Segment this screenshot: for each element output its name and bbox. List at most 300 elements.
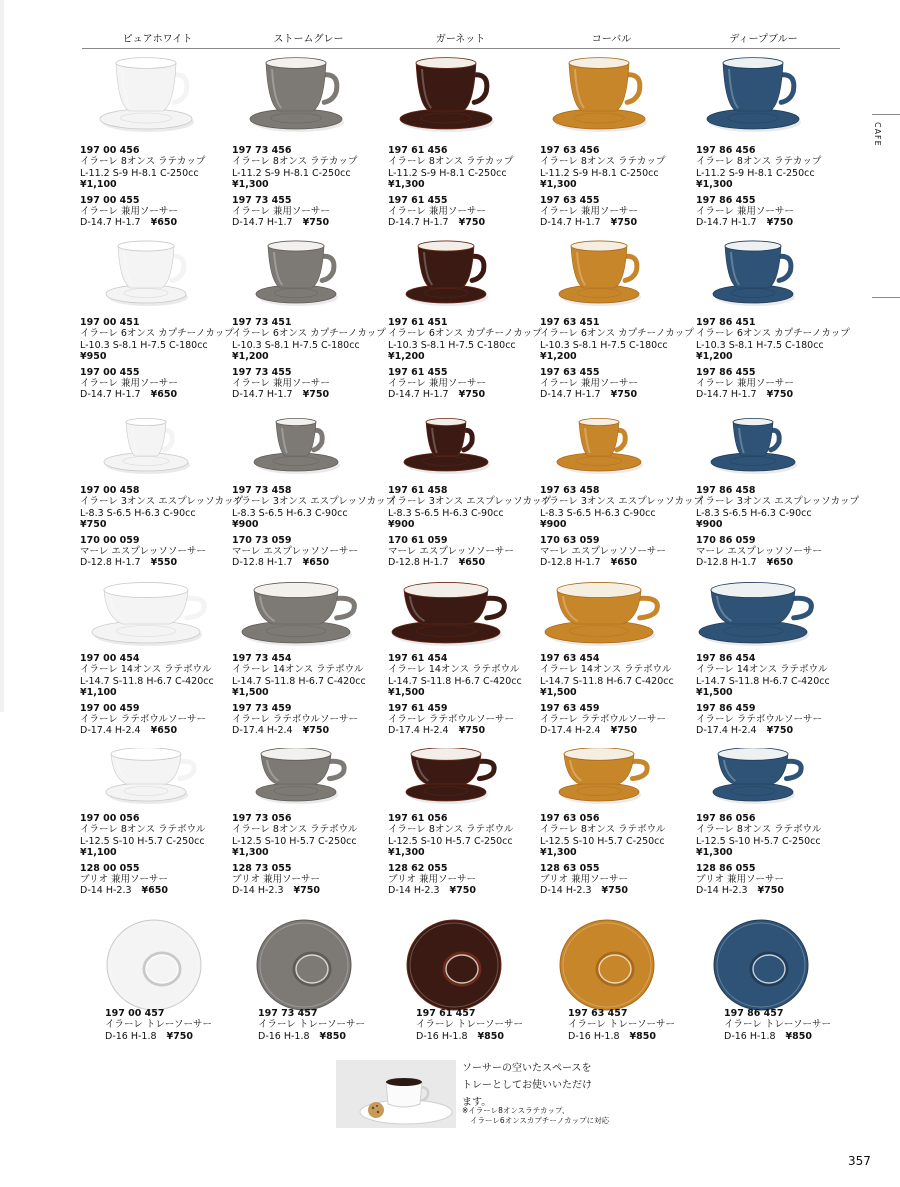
product-name: イラーレ 3オンス エスプレッソカップ — [540, 496, 704, 508]
product-spec: L-14.7 S-11.8 H-6.7 C-420cc — [80, 675, 214, 687]
saucer-price: ¥750 — [757, 885, 784, 897]
product-spec: L-12.5 S-10 H-5.7 C-250cc — [540, 835, 665, 847]
saucer-code: 197 00 455 — [80, 366, 140, 378]
product-info — [540, 813, 665, 897]
saucer-spec: D-12.8 H-1.7 — [696, 557, 757, 569]
product-spec: L-10.3 S-8.1 H-7.5 C-180cc — [80, 339, 208, 351]
saucer-name: イラーレ ラテボウルソーサー — [80, 714, 207, 726]
saucer-code: 170 61 059 — [388, 534, 448, 546]
cup-and-saucer-illustration — [90, 748, 210, 808]
product-spec: L-8.3 S-6.5 H-6.3 C-90cc — [540, 507, 656, 519]
cup-and-saucer-illustration — [697, 240, 817, 312]
product-info — [80, 813, 205, 897]
saucer-name: イラーレ 兼用ソーサー — [388, 378, 486, 390]
tray-spec: D-16 H-1.8 — [105, 1030, 157, 1042]
product-name: イラーレ 8オンス ラテボウル — [232, 824, 358, 836]
product-spec: L-8.3 S-6.5 H-6.3 C-90cc — [388, 507, 504, 519]
saucer-spec: D-14.7 H-1.7 — [540, 389, 601, 401]
product-name: イラーレ 8オンス ラテボウル — [388, 824, 514, 836]
saucer-spec: D-14 H-2.3 — [540, 885, 592, 897]
saucer-code: 197 61 455 — [388, 194, 448, 206]
cup-with-cookie-image — [336, 1060, 456, 1128]
section-label: CAFE — [873, 122, 882, 147]
cup-and-saucer-illustration — [90, 240, 210, 312]
tray-code: 197 63 457 — [568, 1008, 628, 1019]
saucer-spec: D-14 H-2.3 — [232, 885, 284, 897]
product-spec: L-11.2 S-9 H-8.1 C-250cc — [540, 167, 659, 179]
product-image — [240, 55, 360, 147]
product-image — [90, 55, 210, 147]
product-price: ¥1,300 — [696, 179, 733, 191]
product-name: イラーレ 6オンス カプチーノカップ — [388, 328, 542, 340]
column-header: コーバル — [591, 34, 632, 45]
product-code: 197 86 056 — [696, 813, 756, 824]
saucer-price: ¥750 — [766, 217, 794, 229]
saucer-name: イラーレ 兼用ソーサー — [696, 206, 794, 218]
saucer-price: ¥650 — [141, 885, 168, 897]
product-image — [697, 580, 817, 656]
saucer-name: ブリオ 兼用ソーサー — [540, 874, 629, 886]
product-info — [80, 317, 234, 401]
product-price: ¥950 — [80, 351, 107, 363]
page-number: 357 — [848, 1154, 871, 1168]
product-price: ¥1,200 — [232, 351, 269, 363]
product-image — [240, 412, 360, 486]
cup-and-saucer-illustration — [390, 240, 510, 312]
product-image — [543, 412, 663, 486]
product-image — [697, 55, 817, 147]
tray-price: ¥750 — [166, 1030, 193, 1042]
tray-saucer-image — [711, 915, 811, 1015]
product-name: イラーレ 6オンス カプチーノカップ — [80, 328, 234, 340]
product-name: イラーレ 8オンス ラテボウル — [696, 824, 822, 836]
saucer-price: ¥750 — [458, 725, 486, 737]
product-code: 197 86 454 — [696, 653, 756, 664]
saucer-name: イラーレ 兼用ソーサー — [696, 378, 794, 390]
tray-saucer-image — [404, 915, 504, 1015]
product-spec: L-10.3 S-8.1 H-7.5 C-180cc — [232, 339, 360, 351]
saucer-code: 197 00 459 — [80, 702, 140, 714]
product-code: 197 61 056 — [388, 813, 448, 824]
tray-info — [258, 1008, 365, 1042]
product-image — [697, 412, 817, 486]
saucer-price: ¥650 — [150, 725, 178, 737]
product-image — [390, 55, 510, 147]
column-header: ディープブルー — [729, 34, 798, 45]
saucer-price: ¥750 — [766, 725, 794, 737]
usage-note — [462, 1060, 592, 1111]
product-spec: L-14.7 S-11.8 H-6.7 C-420cc — [232, 675, 366, 687]
saucer-spec-price — [540, 389, 694, 400]
product-name: イラーレ 8オンス ラテカップ — [540, 156, 666, 168]
product-info — [232, 317, 386, 401]
product-code: 197 00 056 — [80, 813, 140, 824]
saucer-spec: D-12.8 H-1.7 — [540, 557, 601, 569]
saucer-spec: D-17.4 H-2.4 — [80, 725, 141, 737]
note-line: トレーとしてお使いいただけ — [462, 1080, 592, 1091]
cup-and-saucer-illustration — [240, 412, 360, 482]
saucer-name: イラーレ 兼用ソーサー — [232, 378, 330, 390]
product-image — [543, 580, 663, 656]
product-code: 197 63 451 — [540, 317, 600, 328]
saucer-name: ブリオ 兼用ソーサー — [696, 874, 785, 886]
saucer-code: 197 63 455 — [540, 194, 600, 206]
product-image — [697, 748, 817, 812]
saucer-spec: D-14 H-2.3 — [696, 885, 748, 897]
saucer-price: ¥650 — [150, 389, 178, 401]
product-code: 197 00 458 — [80, 485, 140, 496]
saucer-name: ブリオ 兼用ソーサー — [232, 874, 321, 886]
product-price: ¥900 — [232, 519, 259, 531]
saucer-spec: D-12.8 H-1.7 — [80, 557, 141, 569]
saucer-name: マーレ エスプレッソソーサー — [80, 546, 206, 558]
saucer-price: ¥750 — [601, 885, 628, 897]
product-code: 197 63 056 — [540, 813, 600, 824]
saucer-code: 128 86 055 — [696, 862, 756, 874]
product-info — [696, 317, 850, 401]
product-name: イラーレ 14オンス ラテボウル — [80, 664, 212, 676]
product-image — [240, 580, 360, 656]
saucer-name: イラーレ ラテボウルソーサー — [696, 714, 823, 726]
product-price: ¥1,300 — [232, 847, 269, 859]
product-info — [388, 145, 513, 229]
product-name: イラーレ 14オンス ラテボウル — [388, 664, 520, 676]
tray-saucer-illustration — [711, 915, 811, 1011]
product-spec: L-8.3 S-6.5 H-6.3 C-90cc — [696, 507, 812, 519]
saucer-code: 197 63 455 — [540, 366, 600, 378]
saucer-code: 197 86 455 — [696, 366, 756, 378]
tray-spec: D-16 H-1.8 — [724, 1030, 776, 1042]
product-spec: L-12.5 S-10 H-5.7 C-250cc — [696, 835, 821, 847]
saucer-spec-price — [696, 217, 821, 228]
product-code: 197 86 451 — [696, 317, 756, 328]
product-info — [80, 485, 243, 569]
product-name: イラーレ 8オンス ラテカップ — [696, 156, 822, 168]
saucer-code: 170 73 059 — [232, 534, 292, 546]
saucer-spec-price — [696, 557, 859, 568]
product-info — [696, 653, 830, 737]
saucer-price: ¥650 — [150, 217, 178, 229]
saucer-code: 197 00 455 — [80, 194, 140, 206]
saucer-spec-price — [540, 557, 703, 568]
tray-name: イラーレ トレーソーサー — [258, 1019, 365, 1031]
saucer-spec: D-14.7 H-1.7 — [80, 217, 141, 229]
product-image — [90, 412, 210, 486]
saucer-price: ¥750 — [766, 389, 794, 401]
product-price: ¥1,500 — [388, 687, 425, 699]
saucer-spec-price — [388, 725, 522, 736]
product-price: ¥1,200 — [696, 351, 733, 363]
product-info — [540, 485, 703, 569]
saucer-name: ブリオ 兼用ソーサー — [388, 874, 477, 886]
product-info — [540, 317, 694, 401]
product-info — [80, 653, 214, 737]
saucer-spec: D-14.7 H-1.7 — [696, 217, 757, 229]
product-name: イラーレ 6オンス カプチーノカップ — [540, 328, 694, 340]
tray-code: 197 00 457 — [105, 1008, 165, 1019]
product-image — [390, 580, 510, 656]
saucer-price: ¥750 — [458, 217, 486, 229]
product-name: イラーレ 3オンス エスプレッソカップ — [80, 496, 244, 508]
product-code: 197 73 454 — [232, 653, 292, 664]
product-price: ¥1,100 — [80, 179, 117, 191]
cup-and-saucer-illustration — [697, 55, 817, 143]
saucer-price: ¥650 — [458, 557, 486, 569]
saucer-spec: D-17.4 H-2.4 — [540, 725, 601, 737]
footnote-line: イラーレ6オンスカプチーノカップに対応 — [470, 1116, 610, 1125]
product-name: イラーレ 8オンス ラテボウル — [80, 824, 206, 836]
product-code: 197 61 458 — [388, 485, 448, 496]
cup-and-saucer-illustration — [390, 55, 510, 143]
product-image — [697, 240, 817, 316]
product-name: イラーレ 8オンス ラテボウル — [540, 824, 666, 836]
cup-and-saucer-illustration — [697, 580, 817, 652]
cup-and-saucer-illustration — [240, 55, 360, 143]
saucer-code: 197 73 455 — [232, 366, 292, 378]
saucer-code: 197 61 455 — [388, 366, 448, 378]
tray-price: ¥850 — [785, 1030, 812, 1042]
saucer-spec-price — [80, 217, 205, 228]
product-price: ¥1,300 — [540, 847, 577, 859]
product-name: イラーレ 8オンス ラテカップ — [388, 156, 514, 168]
product-name: イラーレ 8オンス ラテカップ — [232, 156, 358, 168]
saucer-name: イラーレ 兼用ソーサー — [80, 378, 178, 390]
usage-photo — [336, 1060, 456, 1128]
product-info — [388, 813, 513, 897]
cup-and-saucer-illustration — [390, 580, 510, 652]
side-divider — [872, 297, 900, 298]
cup-and-saucer-illustration — [390, 748, 510, 808]
product-image — [543, 240, 663, 316]
saucer-spec: D-17.4 H-2.4 — [232, 725, 293, 737]
tray-name: イラーレ トレーソーサー — [568, 1019, 675, 1031]
product-image — [90, 240, 210, 316]
saucer-spec-price — [388, 557, 551, 568]
product-code: 197 73 056 — [232, 813, 292, 824]
saucer-spec: D-14.7 H-1.7 — [232, 389, 293, 401]
product-image — [390, 748, 510, 812]
saucer-code: 170 86 059 — [696, 534, 756, 546]
product-code: 197 63 454 — [540, 653, 600, 664]
saucer-code: 170 00 059 — [80, 534, 140, 546]
note-line: ソーサーの空いたスペースを — [462, 1063, 592, 1074]
product-spec: L-11.2 S-9 H-8.1 C-250cc — [80, 167, 199, 179]
product-code: 197 63 458 — [540, 485, 600, 496]
product-info — [232, 485, 395, 569]
column-header: ストームグレー — [273, 34, 344, 45]
saucer-code: 197 63 459 — [540, 702, 600, 714]
cup-and-saucer-illustration — [240, 580, 360, 652]
tray-saucer-image — [104, 915, 204, 1015]
product-code: 197 73 456 — [232, 145, 292, 156]
saucer-spec: D-12.8 H-1.7 — [232, 557, 293, 569]
product-spec: L-12.5 S-10 H-5.7 C-250cc — [80, 835, 205, 847]
product-image — [240, 748, 360, 812]
product-spec: L-14.7 S-11.8 H-6.7 C-420cc — [388, 675, 522, 687]
tray-code: 197 73 457 — [258, 1008, 318, 1019]
tray-saucer-image — [254, 915, 354, 1015]
product-price: ¥1,300 — [232, 179, 269, 191]
tray-name: イラーレ トレーソーサー — [105, 1019, 212, 1031]
saucer-price: ¥550 — [150, 557, 178, 569]
footnote-line: ※イラーレ8オンスラテカップ、 — [462, 1106, 570, 1115]
saucer-spec: D-14 H-2.3 — [80, 885, 132, 897]
saucer-spec-price — [232, 389, 386, 400]
saucer-spec-price — [696, 885, 821, 896]
saucer-spec-price — [696, 389, 850, 400]
product-info — [696, 813, 821, 897]
tray-spec: D-16 H-1.8 — [568, 1030, 620, 1042]
saucer-spec-price — [388, 389, 542, 400]
saucer-code: 197 73 459 — [232, 702, 292, 714]
product-info — [388, 317, 542, 401]
product-image — [390, 240, 510, 316]
saucer-spec: D-14 H-2.3 — [388, 885, 440, 897]
saucer-price: ¥750 — [610, 389, 638, 401]
saucer-price: ¥650 — [302, 557, 330, 569]
product-info — [696, 145, 821, 229]
color-header — [82, 30, 840, 49]
saucer-spec-price — [540, 217, 665, 228]
usage-footnote — [462, 1106, 609, 1126]
product-info — [232, 813, 357, 897]
product-spec: L-8.3 S-6.5 H-6.3 C-90cc — [232, 507, 348, 519]
product-price: ¥1,300 — [540, 179, 577, 191]
tray-spec: D-16 H-1.8 — [258, 1030, 310, 1042]
saucer-code: 128 63 055 — [540, 862, 600, 874]
tray-code: 197 61 457 — [416, 1008, 476, 1019]
product-spec: L-11.2 S-9 H-8.1 C-250cc — [696, 167, 815, 179]
product-name: イラーレ 3オンス エスプレッソカップ — [388, 496, 552, 508]
saucer-spec: D-14.7 H-1.7 — [80, 389, 141, 401]
product-spec: L-10.3 S-8.1 H-7.5 C-180cc — [540, 339, 668, 351]
saucer-code: 128 00 055 — [80, 862, 140, 874]
saucer-spec-price — [232, 557, 395, 568]
product-info — [232, 145, 357, 229]
product-info — [388, 653, 522, 737]
tray-name: イラーレ トレーソーサー — [724, 1019, 831, 1031]
tray-saucer-image — [557, 915, 657, 1015]
tray-spec-price — [105, 1031, 212, 1042]
product-price: ¥1,100 — [80, 687, 117, 699]
product-code: 197 86 458 — [696, 485, 756, 496]
product-code: 197 73 451 — [232, 317, 292, 328]
product-info — [696, 485, 859, 569]
product-spec: L-10.3 S-8.1 H-7.5 C-180cc — [388, 339, 516, 351]
cup-and-saucer-illustration — [240, 240, 360, 312]
note-line: ます。 — [462, 1097, 492, 1108]
saucer-spec-price — [232, 725, 366, 736]
product-price: ¥1,500 — [540, 687, 577, 699]
product-image — [543, 748, 663, 812]
saucer-price: ¥750 — [302, 725, 330, 737]
column-header: ガーネット — [435, 34, 486, 45]
saucer-spec-price — [80, 725, 214, 736]
tray-name: イラーレ トレーソーサー — [416, 1019, 523, 1031]
saucer-spec: D-12.8 H-1.7 — [388, 557, 449, 569]
product-image — [240, 240, 360, 316]
saucer-name: イラーレ 兼用ソーサー — [232, 206, 330, 218]
product-spec: L-11.2 S-9 H-8.1 C-250cc — [388, 167, 507, 179]
product-code: 197 00 456 — [80, 145, 140, 156]
saucer-code: 197 86 455 — [696, 194, 756, 206]
tray-price: ¥850 — [629, 1030, 656, 1042]
product-code: 197 73 458 — [232, 485, 292, 496]
saucer-name: イラーレ 兼用ソーサー — [540, 206, 638, 218]
saucer-spec-price — [80, 389, 234, 400]
saucer-spec-price — [696, 725, 830, 736]
product-code: 197 61 454 — [388, 653, 448, 664]
product-spec: L-8.3 S-6.5 H-6.3 C-90cc — [80, 507, 196, 519]
tray-spec-price — [416, 1031, 523, 1042]
saucer-spec: D-14.7 H-1.7 — [696, 389, 757, 401]
saucer-code: 197 61 459 — [388, 702, 448, 714]
tray-saucer-illustration — [104, 915, 204, 1011]
product-spec: L-14.7 S-11.8 H-6.7 C-420cc — [696, 675, 830, 687]
tray-spec-price — [568, 1031, 675, 1042]
product-name: イラーレ 14オンス ラテボウル — [232, 664, 364, 676]
saucer-spec-price — [388, 217, 513, 228]
saucer-spec-price — [540, 885, 665, 896]
saucer-name: マーレ エスプレッソソーサー — [696, 546, 822, 558]
product-code: 197 00 451 — [80, 317, 140, 328]
saucer-code: 197 73 455 — [232, 194, 292, 206]
product-code: 197 61 456 — [388, 145, 448, 156]
product-price: ¥1,500 — [696, 687, 733, 699]
product-price: ¥1,500 — [232, 687, 269, 699]
tray-code: 197 86 457 — [724, 1008, 784, 1019]
product-price: ¥900 — [540, 519, 567, 531]
product-spec: L-14.7 S-11.8 H-6.7 C-420cc — [540, 675, 674, 687]
left-edge-shade — [0, 0, 4, 712]
product-spec: L-10.3 S-8.1 H-7.5 C-180cc — [696, 339, 824, 351]
cup-and-saucer-illustration — [697, 748, 817, 808]
saucer-name: ブリオ 兼用ソーサー — [80, 874, 169, 886]
cup-and-saucer-illustration — [90, 55, 210, 143]
product-info — [540, 145, 665, 229]
saucer-spec-price — [388, 885, 513, 896]
product-spec: L-12.5 S-10 H-5.7 C-250cc — [388, 835, 513, 847]
product-price: ¥1,100 — [80, 847, 117, 859]
product-price: ¥1,300 — [696, 847, 733, 859]
product-image — [90, 580, 210, 656]
product-code: 197 00 454 — [80, 653, 140, 664]
cup-and-saucer-illustration — [90, 580, 210, 652]
saucer-price: ¥750 — [610, 217, 638, 229]
tray-info — [105, 1008, 212, 1042]
saucer-price: ¥650 — [610, 557, 638, 569]
saucer-spec-price — [80, 885, 205, 896]
product-info — [540, 653, 674, 737]
tray-info — [724, 1008, 831, 1042]
saucer-spec-price — [232, 217, 357, 228]
saucer-spec: D-14.7 H-1.7 — [388, 217, 449, 229]
tray-info — [568, 1008, 675, 1042]
tray-price: ¥850 — [477, 1030, 504, 1042]
product-name: イラーレ 3オンス エスプレッソカップ — [232, 496, 396, 508]
saucer-name: イラーレ 兼用ソーサー — [540, 378, 638, 390]
saucer-price: ¥750 — [610, 725, 638, 737]
saucer-code: 128 62 055 — [388, 862, 448, 874]
saucer-name: イラーレ 兼用ソーサー — [388, 206, 486, 218]
cup-and-saucer-illustration — [697, 412, 817, 482]
cup-and-saucer-illustration — [543, 55, 663, 143]
product-spec: L-11.2 S-9 H-8.1 C-250cc — [232, 167, 351, 179]
saucer-spec: D-14.7 H-1.7 — [540, 217, 601, 229]
saucer-spec-price — [232, 885, 357, 896]
saucer-name: イラーレ ラテボウルソーサー — [232, 714, 359, 726]
product-price: ¥1,200 — [540, 351, 577, 363]
